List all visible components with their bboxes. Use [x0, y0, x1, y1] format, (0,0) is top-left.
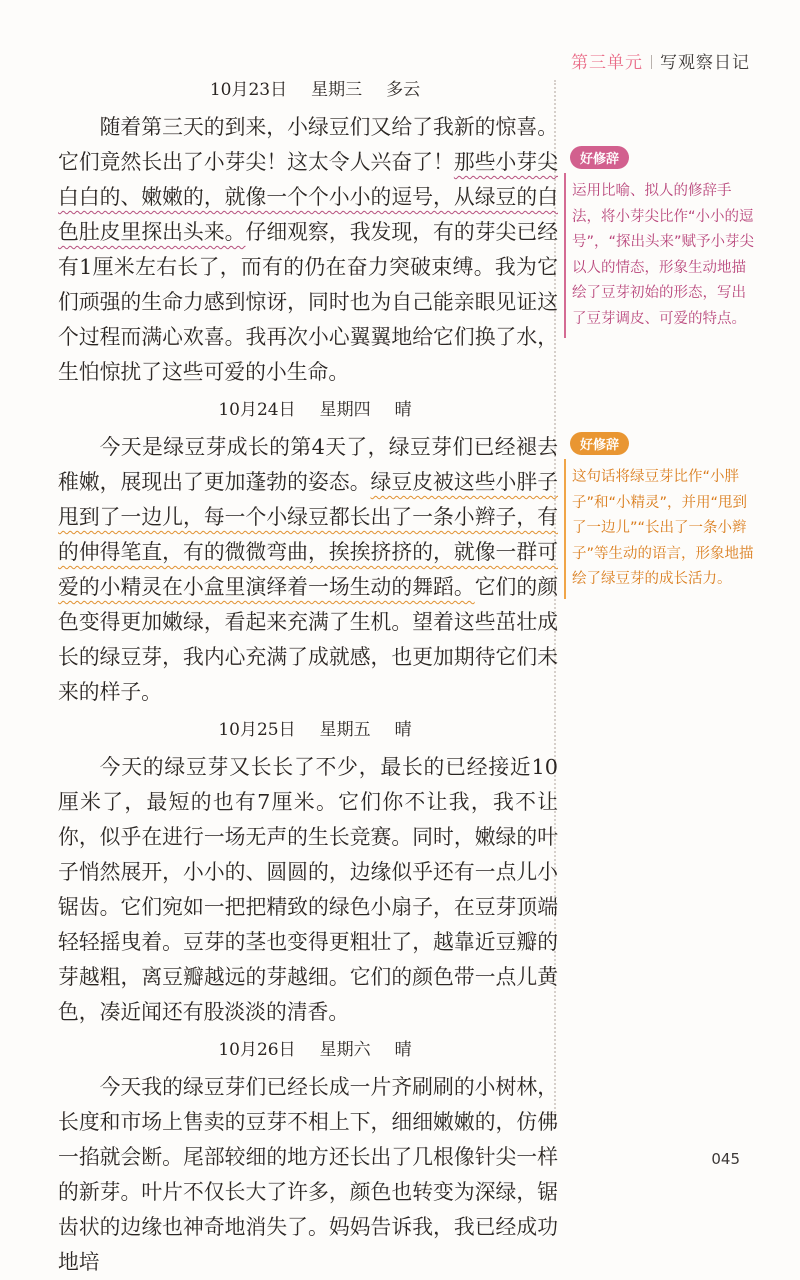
- entry-paragraph: [58, 110, 558, 390]
- note-text: 运用比喻、拟人的修辞手法，将小芽尖比作“小小的逗号”，“探出头来”赋予小芽尖以人的情态，形象生动地描绘了豆芽初始的形态，写出了豆芽调皮、可爱的特点。: [564, 173, 756, 338]
- diary-body: [58, 70, 558, 1280]
- entry-weather: 多云: [386, 80, 421, 100]
- header-divider: [651, 55, 652, 69]
- entry-weather: 晴: [394, 1040, 412, 1060]
- note-tag: 好修辞: [570, 146, 629, 169]
- entry-weather: 晴: [394, 400, 412, 420]
- note-tag: 好修辞: [570, 432, 629, 455]
- highlighted-sentence: 绿豆皮被这些小胖子甩到了一边儿，每一个小绿豆都长出了一条小辫子，有的伸得笔直，有的微微弯曲，挨挨挤挤的，就像一群可爱的小精灵在小盒里演绎着一场生动的舞蹈。: [58, 470, 559, 599]
- entry-date-line: [72, 70, 558, 110]
- entry-date: 10月24日: [218, 400, 296, 420]
- rhetoric-note: [564, 432, 756, 599]
- paragraph-text: 随着第三天的到来，小绿豆们又给了我新的惊喜。它们竟然长出了小芽尖！这太令人兴奋了！: [58, 115, 558, 174]
- entry-paragraph: 今天的绿豆芽又长长了不少，最长的已经接近10厘米了，最短的也有7厘米。它们你不让我，我不让你，似乎在进行一场无声的生长竞赛。同时，嫩绿的叶子悄然展开，小小的、圆圆的，边缘似乎还有一点儿小锯齿。它们宛如一把把精致的绿色小扇子，在豆芽顶端轻轻摇曳着。豆芽的茎也变得更粗壮了，越靠近豆瓣的芽越粗，离豆瓣越远的芽越细。它们的颜色带一点儿黄色，凑近闻还有股淡淡的清香。: [58, 755, 558, 1024]
- entry-weekday: 星期五: [319, 720, 371, 740]
- entry-date: 10月23日: [209, 80, 288, 100]
- entry-date: 10月25日: [218, 720, 296, 740]
- chapter-title: 写观察日记: [660, 53, 750, 73]
- paragraph-text: 仔细观察，我发现，有的芽尖已经有1厘米左右长了，而有的仍在奋力突破束缚。我为它们顽强的生命力感到惊讶，同时也为自己能亲眼见证这个过程而满心欢喜。我再次小心翼翼地给它们换了水，生怕惊扰了这些可爱的小生命。: [58, 220, 558, 384]
- entry-paragraph: 今天我的绿豆芽们已经长成一片齐刷刷的小树林，长度和市场上售卖的豆芽不相上下，细细嫩嫩的，仿佛一掐就会断。尾部较细的地方还长出了几根像针尖一样的新芽。叶片不仅长大了许多，颜色也转变为深绿，锯齿状的边缘也神奇地消失了。妈妈告诉我，我已经成功地培: [58, 1075, 558, 1274]
- paragraph-text: 它们的颜色变得更加嫩绿，看起来充满了生机。望着这些茁壮成长的绿豆芽，我内心充满了成就感，也更加期待它们未来的样子。: [58, 575, 559, 704]
- entry-paragraph: [58, 430, 558, 710]
- unit-label: 第三单元: [571, 53, 643, 73]
- entry-weekday: 星期四: [319, 400, 371, 420]
- page-number: 045: [711, 1150, 740, 1168]
- entry-date: 10月26日: [218, 1040, 296, 1060]
- entry-date-line: [72, 710, 558, 750]
- highlighted-sentence: 那些小芽尖白白的、嫩嫩的，就像一个个小小的逗号，从绿豆的白色肚皮里探出头来。: [58, 150, 559, 244]
- entry-weekday: 星期三: [311, 80, 363, 100]
- paragraph-text: 今天是绿豆芽成长的第4天了，绿豆芽们已经褪去稚嫩，展现出了更加蓬勃的姿态。: [58, 435, 558, 494]
- rhetoric-note: [564, 146, 756, 338]
- entry-date-line: [72, 390, 558, 430]
- note-text: 这句话将绿豆芽比作“小胖子”和“小精灵”，并用“甩到了一边儿”“长出了一条小辫子”等生动的语言，形象地描绘了绿豆芽的成长活力。: [564, 459, 756, 599]
- page-header: [571, 48, 750, 73]
- entry-date-line: [72, 1030, 558, 1070]
- entry-weather: 晴: [394, 720, 412, 740]
- entry-weekday: 星期六: [319, 1040, 371, 1060]
